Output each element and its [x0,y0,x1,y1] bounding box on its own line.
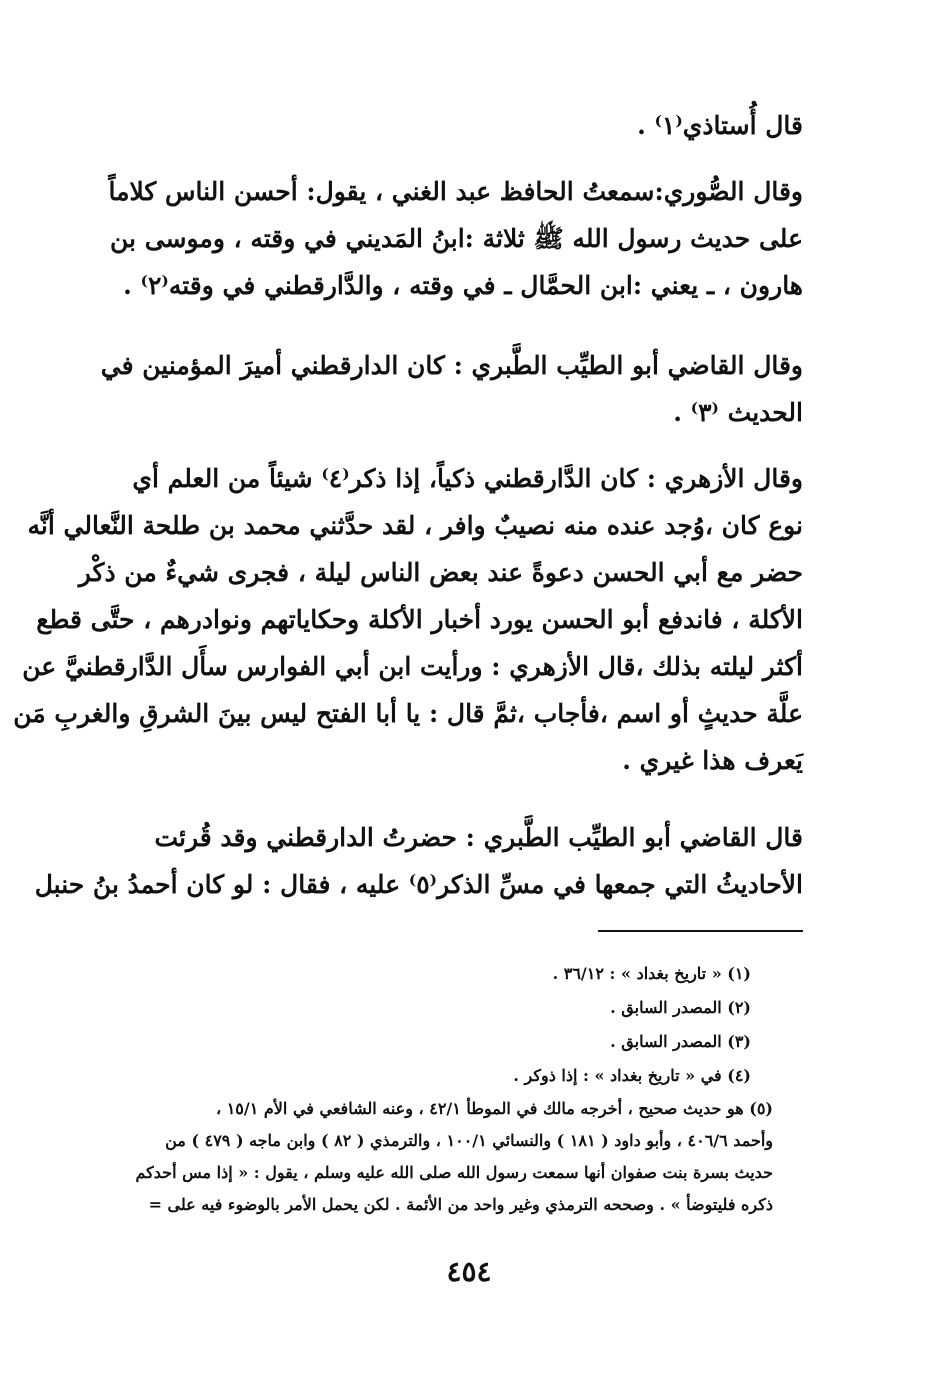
footnote-5-line: وأحمد ٤٠٦/٦ ، وأبو داود ( ١٨١ ) والنسائي ١٠٠/١ ، والترمذي ( ٨٢ ) وابن ماجه ( ٤٧٩ ) من [165,1131,773,1150]
text-line: على حديث رسول الله ﷺ ثلاثة :ابنُ المَديني في وقته ، وموسى بن [110,224,803,253]
footnotes [135,957,803,1221]
text-line: يَعرف هذا غيري . [622,746,803,775]
paragraph-5 [34,814,803,908]
text-line: أكثر ليلته بذلك ،قال الأزهري : ورأيت ابن أبي الفوارس سأَل الدَّارقطنيَّ عن [22,652,803,681]
footnote-3: (٣) المصدر السابق . [610,1032,751,1051]
footnote-5-line: حديث بسرة بنت صفوان أنها سمعت رسول الله صلى الله عليه وسلم ، يقول : « إذا مس أحدكم [135,1163,773,1182]
footnote-5-line: ذكره فليتوضأ » . وصححه الترمذي وغير واحد من الأئمة . لكن يحمل الأمر بالوضوء فيه على = [148,1195,773,1214]
text-line: وقال الصُّوري:سمعتُ الحافظ عبد الغني ، يقول: أحسن الناس كلاماً [108,177,803,206]
paragraph-4 [13,455,803,784]
paragraph-2 [108,168,803,309]
text-line: قال أُستاذي⁽١⁾ . [637,111,803,140]
text-line: وقال الأزهري : كان الدَّارقطني ذكياً، إذا ذكر⁽٤⁾ شيئاً من العلم أي [132,464,803,493]
text-line: الأحاديثُ التي جمعها في مسِّ الذكر⁽٥⁾ عليه ، فقال : لو كان أحمدُ بنُ حنبل [34,870,803,899]
text-line: الأكلة ، فاندفع أبو الحسن يورد أخبار الأكلة وحكاياتهم ونوادرهم ، حتَّى قطع [36,605,803,634]
footnote-5 [135,1093,803,1221]
footnote-5-line: (٥) هو حديث صحيح ، أخرجه مالك في الموطأ ٤٢/١ ، وعنه الشافعي في الأم ١٥/١ ، [215,1099,773,1118]
paragraph-1 [135,102,803,149]
text-line: حضر مع أبي الحسن دعوةً عند بعض الناس ليلة ، فجرى شيءٌ من ذكْر [78,558,803,587]
page-number: ٤٥٤ [446,1255,492,1288]
text-line: علَّة حديثٍ أو اسم ،فأجاب ،ثمَّ قال : يا أبا الفتح ليس بينَ الشرقِ والغربِ مَن [13,699,803,728]
text-line: هارون ، ـ يعني :ابن الحمَّال ـ في وقته ، والدَّارقطني في وقته⁽٢⁾ . [123,271,803,300]
text-line: نوع كان ،وُجد عنده منه نصيبٌ وافر ، لقد حدَّثني محمد بن طلحة النَّعالي أنَّه [27,511,803,540]
footnote-2: (٢) المصدر السابق . [610,998,751,1017]
text-line: الحديث ⁽٣⁾ . [673,398,803,427]
text-line: قال القاضي أبو الطيِّب الطَّبري : حضرتُ الدارقطني وقد قُرئت [154,823,803,852]
footnote-1: (١) « تاريخ بغداد » : ٣٦/١٢ . [552,964,751,983]
footnote-4: (٤) في « تاريخ بغداد » : إذا ذوكر . [513,1066,751,1085]
text-line: وقال القاضي أبو الطيِّب الطَّبري : كان الدارقطني أميرَ المؤمنين في [100,351,803,380]
paragraph-3 [100,342,803,436]
footnote-divider [598,930,803,932]
